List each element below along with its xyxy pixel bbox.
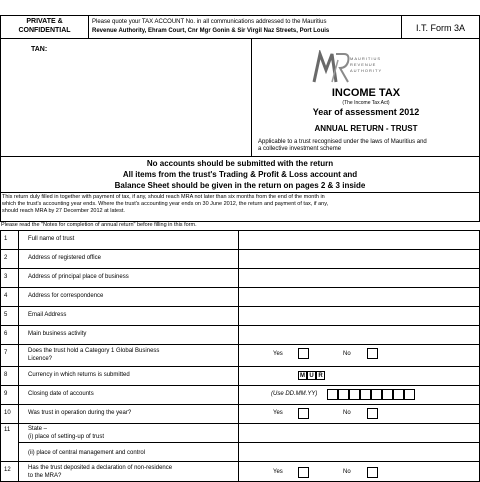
operation-yes-checkbox[interactable] xyxy=(298,408,309,419)
no-label: No xyxy=(343,469,351,475)
currency-cell[interactable]: M xyxy=(300,373,305,379)
full-name-input[interactable] xyxy=(239,231,479,249)
instructions-line3: should reach MRA by 27 December 2012 at latest. xyxy=(2,208,125,214)
mra-logo xyxy=(310,50,390,84)
logo-line2: REVENUE xyxy=(350,62,377,67)
business-activity-input[interactable] xyxy=(239,326,479,344)
currency-cell[interactable]: R xyxy=(316,371,325,380)
row-label-business-activity: Main business activity xyxy=(28,331,87,337)
form-code-box xyxy=(401,15,480,39)
central-management-input[interactable] xyxy=(239,443,479,461)
income-tax-title: INCOME TAX xyxy=(331,87,401,99)
gbl-no-checkbox[interactable] xyxy=(367,348,378,359)
operation-no-checkbox[interactable] xyxy=(367,408,378,419)
yes-label: Yes xyxy=(273,410,283,416)
row-label-principal-place: Address of principal place of business xyxy=(28,274,129,280)
row-number: 3 xyxy=(4,274,8,280)
banner-line3: Balance Sheet should be given in the return on pages 2 & 3 inside xyxy=(114,181,366,190)
row-label-correspondence: Address for correspondence xyxy=(28,293,104,299)
form-code: I.T. Form 3A xyxy=(415,23,465,33)
row-number: 7 xyxy=(4,350,8,356)
date-cell[interactable] xyxy=(404,389,415,400)
row-label-email: Email Address xyxy=(28,312,67,318)
non-residence-yes-checkbox[interactable] xyxy=(298,467,309,478)
banner-line1: No accounts should be submitted with the return xyxy=(146,159,334,168)
no-label: No xyxy=(343,410,351,416)
row-number: 6 xyxy=(4,331,8,337)
no-label: No xyxy=(343,351,351,357)
assessment-year: Year of assessment 2012 xyxy=(312,107,420,117)
row-label-registered-office: Address of registered office xyxy=(28,255,101,261)
non-residence-no-checkbox[interactable] xyxy=(367,467,378,478)
date-format-hint: (Use DD.MM.YY) xyxy=(271,391,318,397)
date-cell[interactable] xyxy=(338,389,349,400)
instructions-line1: This return duly filled in together with payment of tax, if any, should reach MRA not later than six months from the end of the month in xyxy=(2,194,325,200)
row-label-state: State – xyxy=(28,426,48,432)
date-cell[interactable] xyxy=(382,389,393,400)
applicable-line2: a collective investment scheme xyxy=(258,146,342,152)
date-cell[interactable] xyxy=(360,389,371,400)
setting-up-input[interactable] xyxy=(239,424,479,442)
row-label-setting-up: (i) place of setting-up of trust xyxy=(28,434,105,440)
yes-label: Yes xyxy=(273,469,283,475)
private-label: PRIVATE & xyxy=(26,18,63,25)
row-number: 9 xyxy=(4,391,8,397)
date-cell[interactable] xyxy=(349,389,360,400)
applicable-line1: Applicable to a trust recognised under the laws of Mauritius and xyxy=(258,139,427,145)
gbl-yes-checkbox[interactable] xyxy=(298,348,309,359)
instructions-box xyxy=(0,192,480,222)
private-confidential-box xyxy=(0,15,89,39)
row-number: 1 xyxy=(4,236,8,242)
email-input[interactable] xyxy=(239,307,479,325)
row-number: 11 xyxy=(4,427,11,433)
row-label-closing-date: Closing date of accounts xyxy=(28,391,94,397)
row-label-non-residence-2: to the MRA? xyxy=(28,473,62,479)
row-label-gbl: Does the trust hold a Category 1 Global Business xyxy=(28,348,160,354)
row-label-currency: Currency in which returns is submitted xyxy=(28,372,130,378)
no-accounts-banner xyxy=(0,156,480,193)
row-number: 8 xyxy=(4,372,8,378)
row-label-operation: Was trust in operation during the year? xyxy=(28,410,132,416)
instructions-line2: which the trust's accounting year ends. Where the trust's accounting year ends on 30 June 2012, the return and payment of tax, if any, xyxy=(2,201,329,207)
quote-notice-line1: Please quote your TAX ACCOUNT No. in all communications addressed to the Mauritius xyxy=(92,19,327,25)
date-cell[interactable] xyxy=(327,389,338,400)
banner-line2: All items from the trust's Trading & Profit & Loss account and xyxy=(122,170,358,179)
tan-field[interactable] xyxy=(60,42,248,56)
registered-office-input[interactable] xyxy=(239,250,479,268)
correspondence-input[interactable] xyxy=(239,288,479,306)
quote-notice-line2: Revenue Authority, Ehram Court, Cnr Mgr Gonin & Sir Virgil Naz Streets, Port Louis xyxy=(92,28,330,34)
principal-place-input[interactable] xyxy=(239,269,479,287)
tan-label: TAN: xyxy=(31,46,48,53)
currency-cell[interactable]: U xyxy=(307,371,316,380)
row-label-non-residence: Has the trust deposited a declaration of non-residence xyxy=(28,465,173,471)
row-label-full-name: Full name of trust xyxy=(28,236,75,242)
row-label-gbl-2: Licence? xyxy=(28,356,53,362)
annual-return-title: ANNUAL RETURN - TRUST xyxy=(314,124,418,133)
logo-line1: MAURITIUS xyxy=(350,56,381,61)
yes-label: Yes xyxy=(273,351,283,357)
confidential-label: CONFIDENTIAL xyxy=(18,27,71,34)
row-number: 2 xyxy=(4,255,8,261)
row-number: 4 xyxy=(4,293,8,299)
quote-notice-box xyxy=(88,15,402,39)
instructions-line4: Please read the "Notes for completion of annual return" before filling in this form. xyxy=(1,222,197,228)
date-cell[interactable] xyxy=(371,389,382,400)
date-cell[interactable] xyxy=(393,389,404,400)
row-number: 10 xyxy=(4,410,11,416)
logo-line3: AUTHORITY xyxy=(350,68,383,73)
row-number: 5 xyxy=(4,312,8,318)
income-tax-act: (The Income Tax Act) xyxy=(342,100,390,106)
row-number: 12 xyxy=(4,467,11,473)
row-label-central-management: (ii) place of central management and control xyxy=(28,450,146,456)
